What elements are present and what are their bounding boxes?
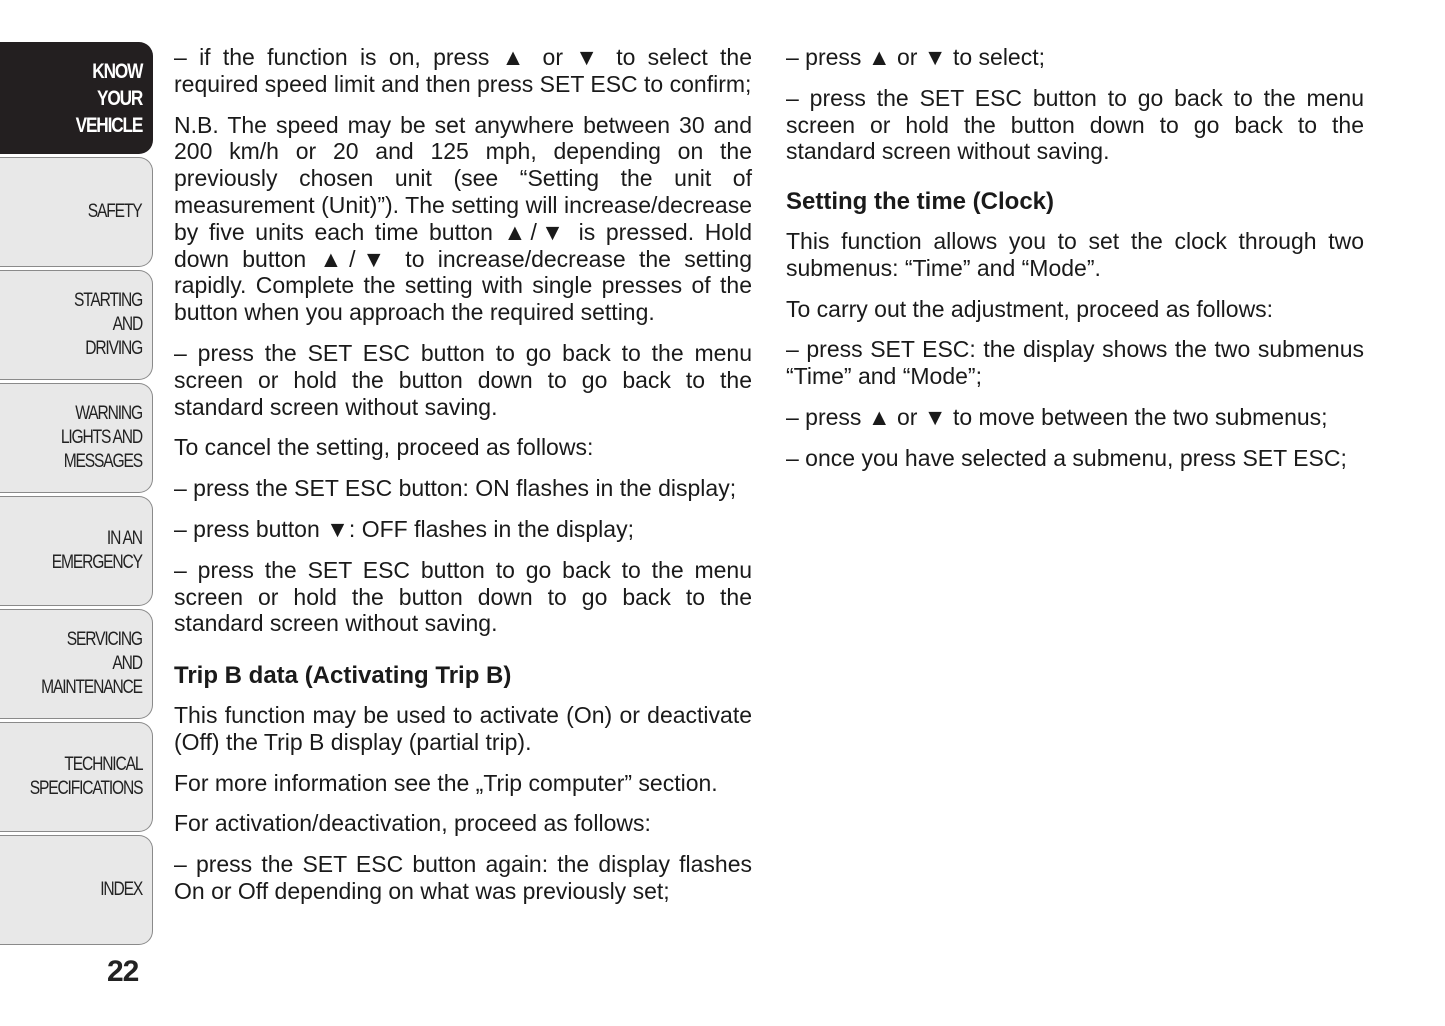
- note-paragraph: N.B. The speed may be set anywhere between 30 and 200 km/h or 20 and 125 mph, depending on the previously chosen unit (see “Setting the unit of measurement (Unit)”). The setting will increase/decrease by five units each time button ▲/▼ is pressed. Hold down button ▲/▼ to increase/decrease the setting rapidly. Complete the setting with single presses of the button when you approach the required setting.: [174, 111, 752, 326]
- paragraph: – press SET ESC: the display shows the two submenus “Time” and “Mode”;: [786, 336, 1364, 390]
- paragraph: – press the SET ESC button: ON flashes in the display;: [174, 475, 737, 502]
- section-heading-trip-b: Trip B data (Activating Trip B): [174, 662, 512, 690]
- page-number: 22: [107, 955, 139, 988]
- left-column: [174, 44, 752, 919]
- paragraph: – press the SET ESC button to go back to the menu screen or hold the button down to go back to the standard screen without saving.: [174, 339, 752, 420]
- right-column: [786, 44, 1364, 486]
- tab-index[interactable]: [0, 835, 153, 945]
- tab-label: IN AN EMERGENCY: [51, 528, 142, 573]
- tab-starting-and-driving[interactable]: [0, 270, 153, 380]
- tab-servicing-and-maintenance[interactable]: [0, 609, 153, 719]
- paragraph: – if the function is on, press ▲ or ▼ to select the required speed limit and then press SET ESC to confirm;: [174, 44, 752, 97]
- tab-in-an-emergency[interactable]: [0, 496, 153, 606]
- paragraph: – press ▲ or ▼ to select;: [786, 44, 1046, 70]
- paragraph: To cancel the setting, proceed as follows:: [174, 434, 594, 461]
- tab-label: TECHNICAL SPECIFICATIONS: [29, 754, 142, 799]
- paragraph: – press the SET ESC button to go back to the menu screen or hold the button down to go back to the standard screen without saving.: [174, 556, 752, 637]
- tab-label: SAFETY: [88, 201, 142, 222]
- paragraph: – once you have selected a submenu, press SET ESC;: [786, 444, 1347, 471]
- tab-know-your-vehicle[interactable]: [0, 42, 153, 154]
- tab-label: SERVICING AND MAINTENANCE: [41, 629, 142, 698]
- tab-label: STARTING AND DRIVING: [73, 290, 142, 359]
- tab-label: INDEX: [100, 879, 142, 900]
- paragraph: For more information see the „Trip computer” section.: [174, 769, 718, 796]
- section-heading-clock: Setting the time (Clock): [786, 188, 1055, 216]
- tab-warning-lights-and-messages[interactable]: [0, 383, 153, 493]
- paragraph: – press button ▼: OFF flashes in the display;: [174, 515, 634, 542]
- paragraph: – press the SET ESC button to go back to the menu screen or hold the button down to go back to the standard screen without saving.: [786, 84, 1364, 165]
- paragraph: To carry out the adjustment, proceed as follows:: [786, 295, 1274, 322]
- paragraph: – press the SET ESC button again: the display flashes On or Off depending on what was previously set;: [174, 851, 752, 904]
- chapter-tabs: [0, 42, 153, 948]
- paragraph: This function may be used to activate (On) or deactivate (Off) the Trip B display (partial trip).: [174, 701, 752, 755]
- paragraph: For activation/deactivation, proceed as follows:: [174, 810, 651, 837]
- tab-label: KNOW YOUR VEHICLE: [75, 59, 142, 137]
- tab-safety[interactable]: [0, 157, 153, 267]
- tab-label: WARNING LIGHTS AND MESSAGES: [60, 403, 142, 472]
- tab-technical-specifications[interactable]: [0, 722, 153, 832]
- paragraph: This function allows you to set the clock through two submenus: “Time” and “Mode”.: [786, 227, 1364, 281]
- paragraph: – press ▲ or ▼ to move between the two submenus;: [786, 403, 1328, 430]
